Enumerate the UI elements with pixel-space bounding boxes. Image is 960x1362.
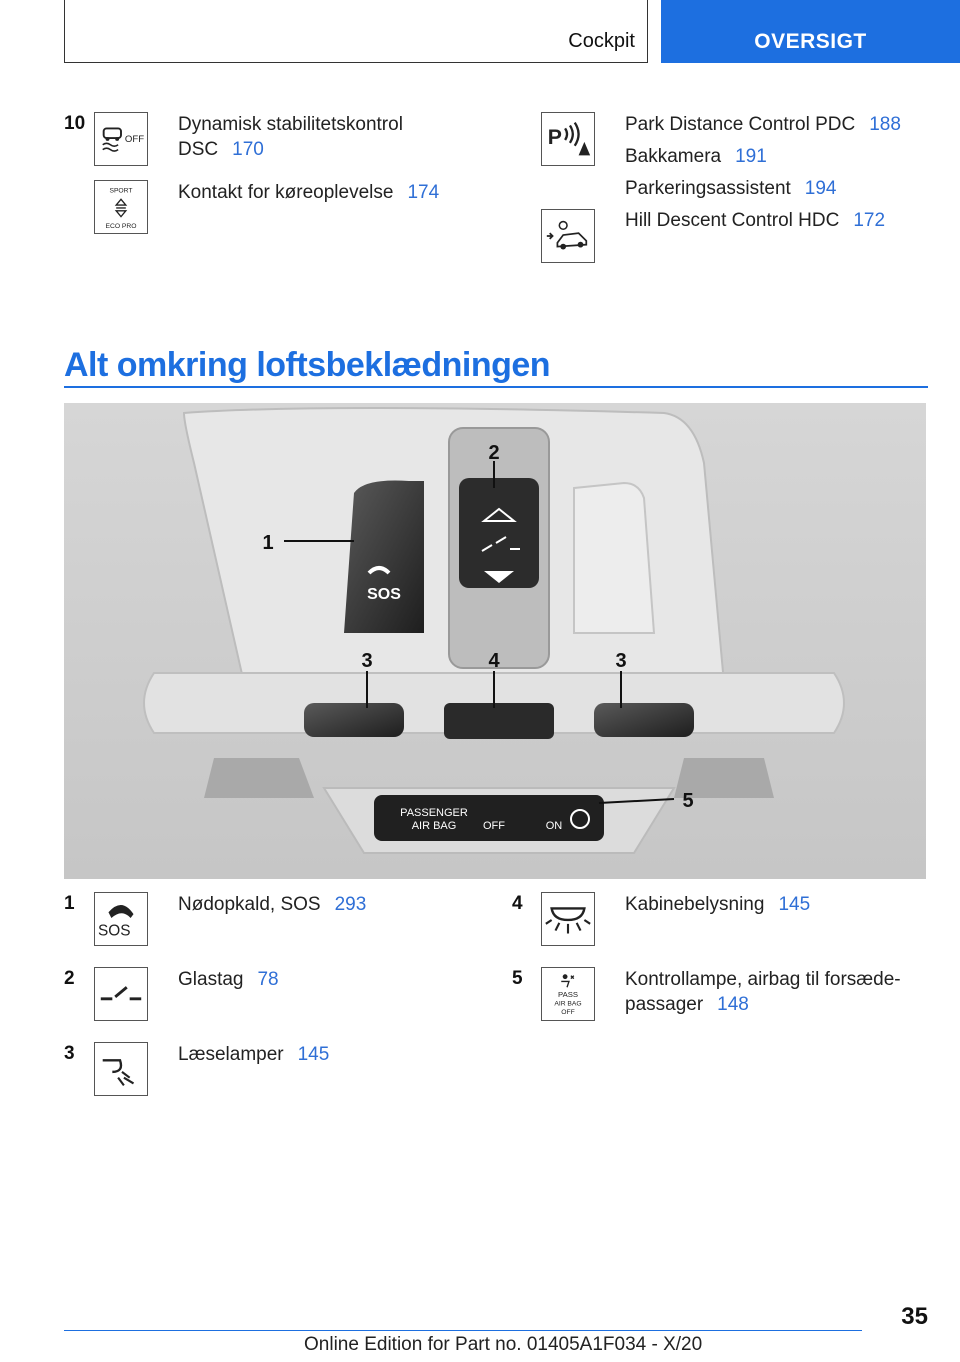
passenger-airbag-icon [541, 967, 595, 1021]
callout-3-right: 3 [615, 650, 627, 672]
off-text: OFF [561, 1009, 575, 1017]
photo-panel-off: OFF [483, 820, 505, 832]
legend-number-1: 1 [64, 893, 75, 914]
dsc-page-link[interactable]: 170 [232, 139, 264, 160]
callout-5: 5 [682, 790, 694, 812]
pdc-icon [541, 112, 595, 166]
header-section-label: Cockpit [568, 30, 635, 52]
legend-item-5 [625, 967, 901, 1017]
dsc-off-icon [94, 112, 148, 166]
callout-3-left: 3 [361, 650, 373, 672]
legend-label-5-line-1: Kontrollampe, airbag til forsæde- [625, 969, 901, 990]
legend-label-4: Kabinebelysning [625, 894, 765, 915]
photo-panel-line-2: AIR BAG [411, 820, 457, 832]
pdc-page-link[interactable]: 188 [869, 114, 901, 135]
reverse-camera-page-link[interactable]: 191 [735, 146, 767, 167]
legend-page-link-2[interactable]: 78 [257, 969, 279, 990]
callout-4: 4 [488, 650, 500, 672]
legend-number-4: 4 [512, 893, 523, 914]
svg-text:P: P [547, 125, 562, 149]
parking-assistant-label: Parkeringsassistent [625, 178, 791, 199]
legend-label-3: Læselamper [178, 1044, 284, 1065]
reading-light-icon [94, 1042, 148, 1096]
legend-page-link-4[interactable]: 145 [778, 894, 811, 915]
dsc-line-1: Dynamisk stabilitetskontrol [178, 114, 403, 135]
air-bag-text: AIR BAG [554, 1000, 582, 1008]
sos-icon-text: SOS [98, 922, 131, 940]
driving-experience-label: Kontakt for køreoplevelse [178, 182, 394, 203]
legend-label-2: Glastag [178, 969, 244, 990]
legend-item-1 [178, 892, 366, 917]
hdc-icon [541, 209, 595, 263]
dsc-line-2: DSC [178, 139, 219, 160]
legend-item-2 [178, 967, 279, 992]
page-number: 35 [901, 1303, 928, 1330]
photo-panel-on: ON [545, 820, 563, 832]
footer-edition: Online Edition for Part no. 01405A1F034 - X/20 [304, 1334, 703, 1355]
legend-item-4 [625, 892, 810, 917]
legend-page-link-1[interactable]: 293 [334, 894, 367, 915]
section-title: Alt omkring loftsbeklædningen [64, 346, 551, 384]
pass-text: PASS [558, 989, 578, 999]
header-chapter-tab[interactable] [661, 0, 960, 63]
sport-text: SPORT [109, 187, 133, 195]
callout-2: 2 [488, 442, 500, 464]
reverse-camera-label: Bakkamera [625, 146, 722, 167]
dsc-off-text: OFF [124, 133, 145, 145]
hdc-page-link[interactable]: 172 [853, 210, 886, 231]
pdc-label: Park Distance Control PDC [625, 114, 856, 135]
interior-light-icon [541, 892, 595, 946]
callout-1: 1 [262, 532, 274, 554]
legend-page-link-5[interactable]: 148 [717, 994, 749, 1015]
parking-assistant-page-link[interactable]: 194 [804, 178, 837, 199]
item-number: 10 [64, 113, 86, 134]
footer-rule [64, 1330, 862, 1331]
legend-label-1: Nødopkald, SOS [178, 894, 321, 915]
hdc-description [625, 208, 885, 233]
driving-experience-page-link[interactable]: 174 [407, 182, 440, 203]
photo-panel-line-1: PASSENGER [400, 807, 468, 819]
section-title-rule [64, 386, 928, 388]
header-chapter-label: OVERSIGT [754, 30, 867, 53]
glass-roof-icon [94, 967, 148, 1021]
sos-icon [94, 892, 148, 946]
headliner-photo [64, 403, 926, 879]
sport-eco-pro-icon [94, 180, 148, 234]
photo-sos-label: SOS [367, 586, 401, 603]
legend-page-link-3[interactable]: 145 [297, 1044, 330, 1065]
pdc-description [625, 112, 901, 201]
legend-label-5-line-2: passager [625, 994, 704, 1015]
legend-item-3 [178, 1042, 329, 1067]
header-section-box [64, 0, 648, 63]
legend-number-5: 5 [512, 968, 523, 989]
hdc-label: Hill Descent Control HDC [625, 210, 840, 231]
eco-pro-text: ECO PRO [105, 223, 137, 231]
driving-experience-description [178, 180, 439, 205]
legend-number-2: 2 [64, 968, 75, 989]
legend-number-3: 3 [64, 1043, 75, 1064]
dsc-description [178, 112, 403, 162]
